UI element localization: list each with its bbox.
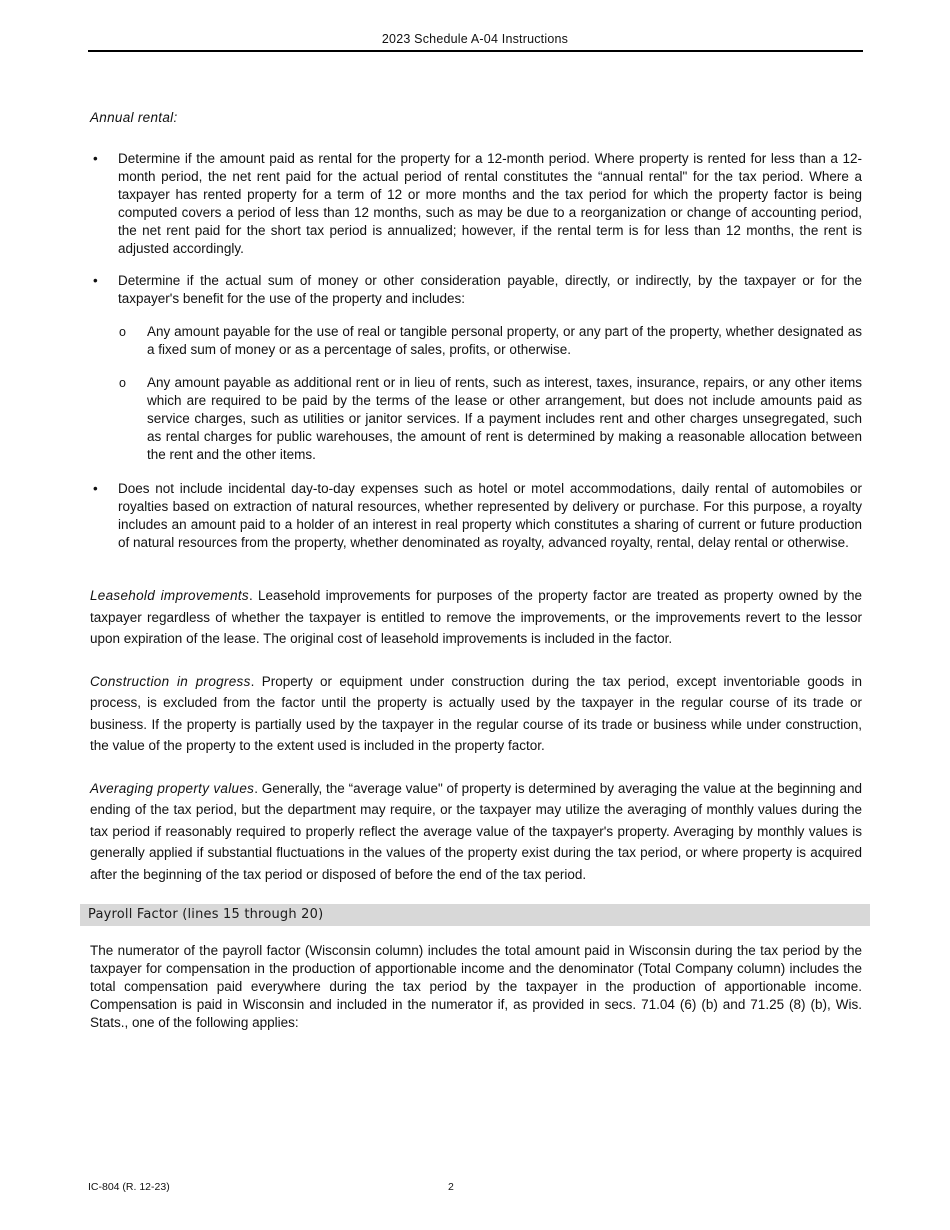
bullet-icon: •: [93, 481, 98, 496]
paragraph-construction-in-progress: [90, 671, 862, 757]
bullet-text: Determine if the actual sum of money or other consideration payable, directly, or indirectly, by the taxpayer or for the taxpayer's benefit for the use of the property and includes:: [118, 273, 862, 306]
footer-form-id: IC-804 (R. 12-23): [88, 1181, 170, 1193]
bullet-text: Does not include incidental day-to-day expenses such as hotel or motel accommodations, daily rental of automobiles or royalties based on extraction of natural resources, whether represented by delivery or purchase. For this purpose, a royalty includes an amount paid to a holder of an interest in real property which constitutes a sharing of current or future production of natural resources from the property, whether denominated as royalty, advanced royalty, rental, delay rental or otherwise.: [118, 481, 862, 550]
bullet-icon: •: [93, 273, 98, 288]
annual-rental-heading: Annual rental:: [90, 110, 178, 125]
footer-page-number: 2: [448, 1181, 454, 1193]
header-rule: [88, 50, 863, 52]
paragraph-text: . Generally, the “average value" of property is determined by averaging the value at the beginning and ending of the tax period, but the department may require, or the taxpayer may utilize the averaging of monthly values during the tax period if reasonably required to properly reflect the average value of the taxpayer's property. Averaging by monthly values is generally applied if substantial fluctuations in the values of the property exist during the tax period, or where property is acquired after the beginning of the tax period or disposed of before the end of the tax period.: [90, 780, 862, 882]
paragraph-text: . Property or equipment under construction during the tax period, except inventoriable goods in process, is excluded from the factor until the property is actually used by the taxpayer in the regular course of its trade or business. If the property is partially used by the taxpayer in the regular course of its trade or business while under construction, the value of the property to the extent used is included in the property factor.: [90, 673, 862, 753]
sub-bullet-item-2: [118, 374, 862, 464]
paragraph-averaging-property-values: [90, 778, 862, 886]
paragraph-lead: Averaging property values: [90, 780, 255, 796]
document-body: [0, 110, 950, 885]
page-header: [0, 0, 950, 46]
bullet-item-annual-rental-1: [90, 150, 862, 258]
sub-bullet-icon: o: [119, 376, 126, 390]
sub-bullet-icon: o: [119, 325, 126, 339]
annual-rental-sub-bullet-list: [118, 323, 862, 464]
sub-bullet-item-1: [118, 323, 862, 359]
sub-bullet-text: Any amount payable as additional rent or in lieu of rents, such as interest, taxes, insurance, repairs, or any other items which are required to be paid by the terms of the lease or other arrangement, but does not include amounts paid as service charges, such as utilities or janitor services. If a payment includes rent and other charges unsegregated, such as rental charges for public warehouses, the amount of rent is determined by making a reasonable allocation between the rent and the other items.: [147, 375, 862, 462]
payroll-factor-section-header: Payroll Factor (lines 15 through 20): [80, 904, 870, 926]
bullet-item-annual-rental-3: [90, 480, 862, 552]
sub-bullet-text: Any amount payable for the use of real or tangible personal property, or any part of the property, whether designated as a fixed sum of money or as a percentage of sales, profits, or otherwise.: [147, 324, 862, 357]
paragraph-lead: Leasehold improvements: [90, 588, 249, 603]
bullet-item-annual-rental-2: [90, 272, 862, 308]
paragraph-text: . Leasehold improvements for purposes of the property factor are treated as property owned by the taxpayer regardless of whether the taxpayer is entitled to remove the improvements, or the improvements revert to the lessor upon expiration of the lease. The original cost of leasehold improvements is included in the factor.: [90, 588, 863, 646]
payroll-factor-intro: The numerator of the payroll factor (Wisconsin column) includes the total amount paid in Wisconsin during the tax period by the taxpayer for compensation in the production of apportionable income and the denominator (Total Company column) includes the total compensation paid everywhere during the tax period by the taxpayer in the production of apportionable income. Compensation is paid in Wisconsin and included in the numerator if, as provided in secs. 71.04 (6) (b) and 71.25 (8) (b), Wis. Stats., one of the following applies:: [90, 943, 862, 1030]
bullet-icon: •: [93, 151, 98, 166]
payroll-factor-section-body: [0, 942, 950, 1032]
bullet-text: Determine if the amount paid as rental for the property for a 12-month period. Where property is rented for less than a 12-month period, the net rent paid for the actual period of rental constitutes the “annual rental" for the tax period. Where a taxpayer has rented property for a term of 12 or more months and the tax period for which the property factor is being computed covers a period of less than 12 months, such as may be due to a reorganization or change of accounting period, the net rent paid for the short tax period is annualized; however, if the rental term is for less than 12 months, the rent is adjusted accordingly.: [118, 151, 862, 256]
page-header-title: 2023 Schedule A-04 Instructions: [381, 32, 569, 46]
annual-rental-bullet-list: [90, 150, 862, 552]
paragraph-lead: Construction in progress: [90, 673, 251, 689]
paragraph-leasehold-improvements: [90, 585, 862, 650]
